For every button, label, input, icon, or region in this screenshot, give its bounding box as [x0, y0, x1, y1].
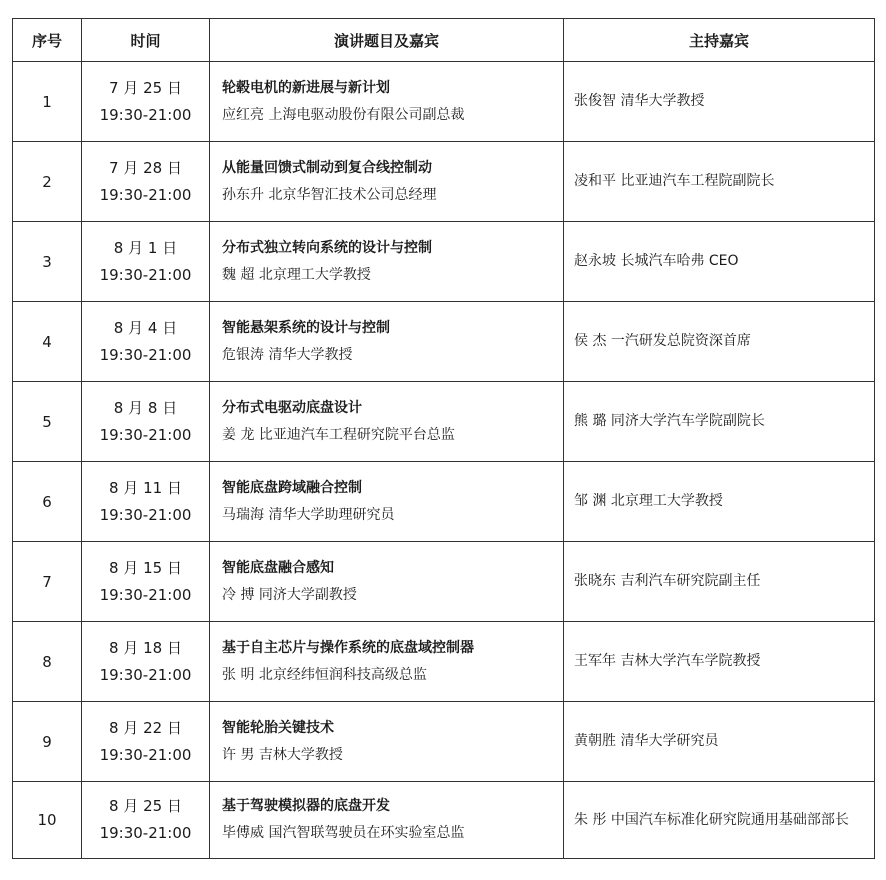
- row-number: 6: [13, 462, 82, 542]
- row-host: 邹 渊 北京理工大学教授: [564, 462, 875, 542]
- talk-speaker: 许 男 吉林大学教授: [222, 746, 343, 763]
- row-time: [82, 782, 210, 859]
- row-time: [82, 62, 210, 142]
- header-talk: 演讲题目及嘉宾: [210, 19, 564, 62]
- row-number: 2: [13, 142, 82, 222]
- row-time: [82, 702, 210, 782]
- talk-speaker: 张 明 北京经纬恒润科技高级总监: [222, 666, 427, 683]
- talk-speaker: 姜 龙 比亚迪汽车工程研究院平台总监: [222, 426, 455, 443]
- row-number: 1: [13, 62, 82, 142]
- table-row: [13, 622, 875, 702]
- row-talk: [210, 622, 564, 702]
- row-time: [82, 462, 210, 542]
- row-host: 黄朝胜 清华大学研究员: [564, 702, 875, 782]
- row-time-range: 19:30-21:00: [99, 185, 192, 204]
- row-host: 赵永坡 长城汽车哈弗 CEO: [564, 222, 875, 302]
- row-time-range: 19:30-21:00: [99, 665, 192, 684]
- talk-title: 分布式独立转向系统的设计与控制: [222, 239, 432, 256]
- talk-speaker: 马瑞海 清华大学助理研究员: [222, 506, 395, 523]
- row-talk: [210, 782, 564, 859]
- row-time-range: 19:30-21:00: [99, 745, 192, 764]
- row-host: 凌和平 比亚迪汽车工程院副院长: [564, 142, 875, 222]
- table-row: [13, 702, 875, 782]
- row-time: [82, 142, 210, 222]
- table-row: [13, 782, 875, 859]
- talk-title: 轮毂电机的新进展与新计划: [222, 79, 390, 96]
- header-row: [13, 19, 875, 62]
- row-date: 8 月 1 日: [113, 238, 178, 257]
- row-host: 侯 杰 一汽研发总院资深首席: [564, 302, 875, 382]
- row-date: 7 月 28 日: [109, 158, 182, 177]
- talk-speaker: 应红亮 上海电驱动股份有限公司副总裁: [222, 106, 465, 123]
- table-row: [13, 462, 875, 542]
- row-time-range: 19:30-21:00: [99, 265, 192, 284]
- table-row: [13, 542, 875, 622]
- row-host: 王军年 吉林大学汽车学院教授: [564, 622, 875, 702]
- row-time: [82, 542, 210, 622]
- row-date: 8 月 22 日: [109, 718, 182, 737]
- row-date: 8 月 8 日: [113, 398, 178, 417]
- row-number: 5: [13, 382, 82, 462]
- row-time: [82, 382, 210, 462]
- talk-title: 分布式电驱动底盘设计: [222, 399, 362, 416]
- row-date: 8 月 15 日: [109, 558, 182, 577]
- row-date: 8 月 18 日: [109, 638, 182, 657]
- row-number: 9: [13, 702, 82, 782]
- talk-title: 从能量回馈式制动到复合线控制动: [222, 159, 432, 176]
- row-time-range: 19:30-21:00: [99, 585, 192, 604]
- table-row: [13, 222, 875, 302]
- table-row: [13, 142, 875, 222]
- row-time: [82, 622, 210, 702]
- talk-speaker: 冷 搏 同济大学副教授: [222, 586, 357, 603]
- talk-speaker: 毕傅威 国汽智联驾驶员在环实验室总监: [222, 825, 465, 841]
- talk-speaker: 孙东升 北京华智汇技术公司总经理: [222, 186, 437, 203]
- row-date: 7 月 25 日: [109, 78, 182, 97]
- talk-speaker: 魏 超 北京理工大学教授: [222, 266, 371, 283]
- table-header: [13, 19, 875, 62]
- talk-title: 基于驾驶模拟器的底盘开发: [222, 798, 390, 814]
- row-host: 熊 璐 同济大学汽车学院副院长: [564, 382, 875, 462]
- lecture-schedule-table: [12, 18, 875, 859]
- row-number: 7: [13, 542, 82, 622]
- row-talk: [210, 222, 564, 302]
- row-time-range: 19:30-21:00: [99, 105, 192, 124]
- row-date: 8 月 4 日: [113, 318, 178, 337]
- row-host: 张俊智 清华大学教授: [564, 62, 875, 142]
- table-row: [13, 62, 875, 142]
- talk-title: 基于自主芯片与操作系统的底盘域控制器: [222, 639, 474, 656]
- header-host: 主持嘉宾: [564, 19, 875, 62]
- row-number: 8: [13, 622, 82, 702]
- row-time-range: 19:30-21:00: [99, 505, 192, 524]
- talk-speaker: 危银涛 清华大学教授: [222, 346, 353, 363]
- row-talk: [210, 382, 564, 462]
- row-time: [82, 222, 210, 302]
- row-talk: [210, 542, 564, 622]
- row-date: 8 月 11 日: [109, 478, 182, 497]
- talk-title: 智能底盘融合感知: [222, 559, 334, 576]
- row-number: 3: [13, 222, 82, 302]
- row-talk: [210, 302, 564, 382]
- row-talk: [210, 142, 564, 222]
- row-time-range: 19:30-21:00: [99, 824, 192, 842]
- row-time-range: 19:30-21:00: [99, 345, 192, 364]
- row-host: 张晓东 吉利汽车研究院副主任: [564, 542, 875, 622]
- talk-title: 智能悬架系统的设计与控制: [222, 319, 390, 336]
- row-date: 8 月 25 日: [109, 797, 182, 815]
- row-talk: [210, 462, 564, 542]
- row-talk: [210, 702, 564, 782]
- table-row: [13, 302, 875, 382]
- row-time: [82, 302, 210, 382]
- row-time-range: 19:30-21:00: [99, 425, 192, 444]
- table-row: [13, 382, 875, 462]
- row-number: 10: [13, 782, 82, 859]
- row-talk: [210, 62, 564, 142]
- talk-title: 智能底盘跨域融合控制: [222, 479, 362, 496]
- header-time: 时间: [82, 19, 210, 62]
- table-body: [13, 62, 875, 859]
- row-host: 朱 彤 中国汽车标准化研究院通用基础部部长: [564, 782, 875, 859]
- row-number: 4: [13, 302, 82, 382]
- header-number: 序号: [13, 19, 82, 62]
- talk-title: 智能轮胎关键技术: [222, 719, 334, 736]
